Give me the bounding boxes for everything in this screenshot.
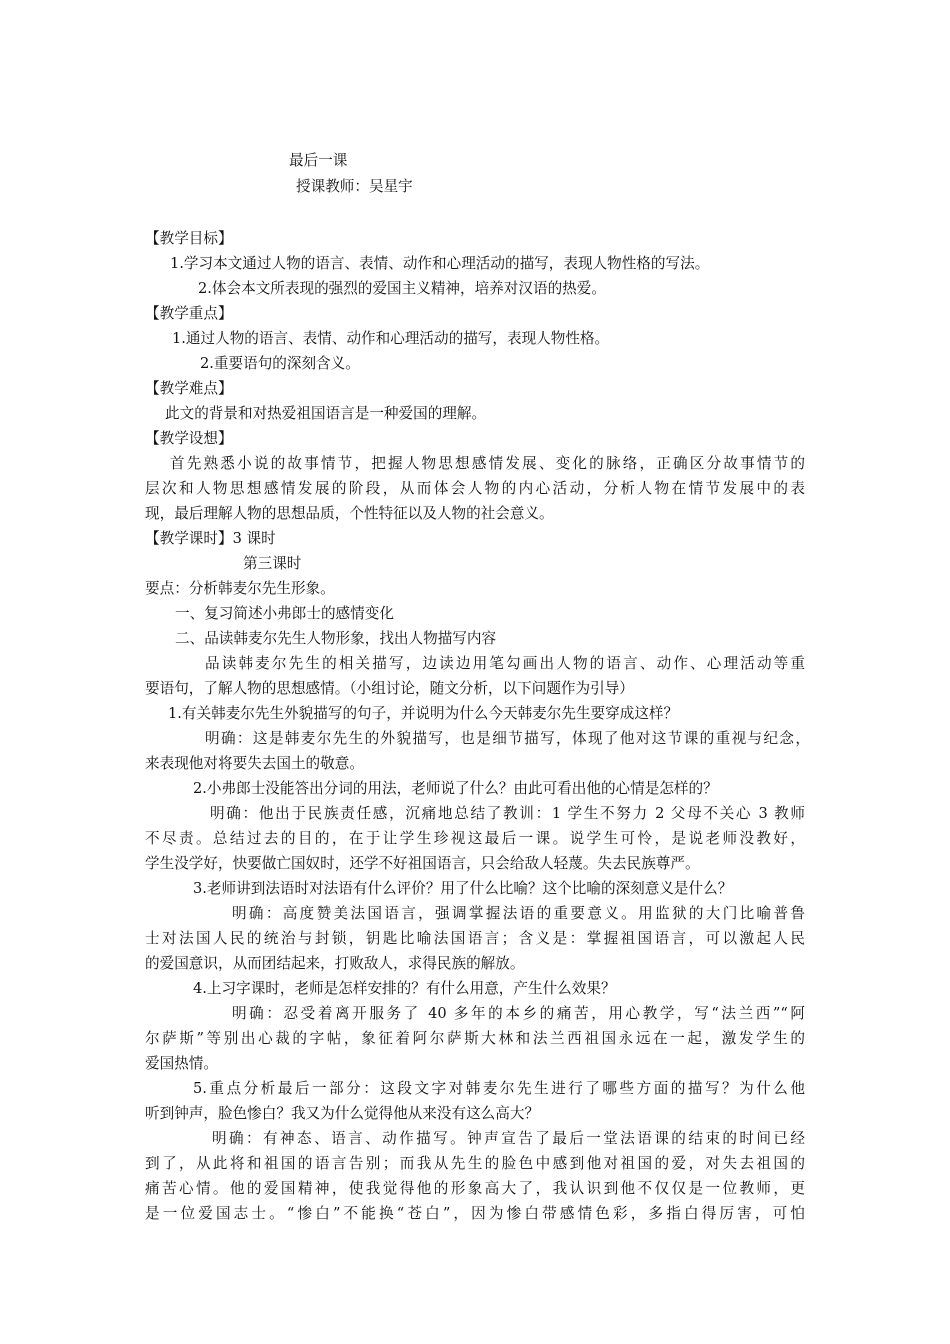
- question-5-line: 听到钟声，脸色惨白？我又为什么觉得他从来没有这么高大？: [145, 1105, 540, 1122]
- design-line: 现，最后理解人物的思想品质，个性特征以及人物的社会意义。: [145, 505, 554, 522]
- answer-5-line: 到了，从此将和祖国的语言告别；而我从先生的脸色中感到他对祖国的爱，对失去祖国的: [145, 1155, 805, 1172]
- answer-2-line: 不尽责。总结过去的目的，在于让学生珍视这最后一课。说学生可怜，是说老师没教好，: [145, 830, 805, 847]
- design-line: 层次和人物思想感情发展的阶段，从而体会人物的内心活动，分析人物在情节发展中的表: [145, 480, 805, 497]
- teacher-line: 授课教师：吴星宇: [296, 178, 413, 195]
- answer-4-line: 尔萨斯”等别出心裁的字帖，象征着阿尔萨斯大林和法兰西祖国永远在一起，激发学生的: [145, 1030, 805, 1047]
- question-5-line: 5.重点分析最后一部分：这段文字对韩麦尔先生进行了哪些方面的描写？为什么他: [193, 1080, 805, 1097]
- lesson-title: 最后一课: [289, 152, 348, 169]
- answer-5-line: 明确：有神态、语言、动作描写。钟声宣告了最后一堂法语课的结束的时间已经: [212, 1130, 805, 1147]
- design-line: 首先熟悉小说的故事情节，把握人物思想感情发展、变化的脉络，正确区分故事情节的: [170, 455, 805, 472]
- intro-line: 品读韩麦尔先生的相关描写，边读边用笔勾画出人物的语言、动作、心理活动等重: [205, 655, 805, 672]
- answer-2-line: 明确：他出于民族责任感，沉痛地总结了教训：1 学生不努力 2 父母不关心 3 教师: [210, 805, 805, 822]
- answer-3-line: 的爱国意识，从而团结起来，打败敌人，求得民族的解放。: [145, 955, 525, 972]
- session-title: 第三课时: [243, 555, 302, 572]
- hours-value: 3 课时: [232, 530, 276, 547]
- intro-line: 要语句，了解人物的思想感情。（小组讨论，随文分析，以下问题作为引导）: [145, 680, 634, 697]
- hours-line: [145, 530, 276, 548]
- focus-item: 2.重要语句的深刻含义。: [200, 355, 360, 372]
- design-heading: 【教学设想】: [145, 430, 233, 447]
- difficulty-heading: 【教学难点】: [145, 380, 233, 397]
- hours-heading: 【教学课时】: [145, 530, 233, 547]
- answer-3-line: 明确：高度赞美法国语言，强调掌握法语的重要意义。用监狱的大门比喻普鲁: [232, 905, 805, 922]
- question-4: 4.上习字课时，老师是怎样安排的？有什么用意，产生什么效果？: [193, 980, 616, 997]
- answer-5-line: 是一位爱国志士。“惨白”不能换“苍白”，因为惨白带感情色彩，多指白得厉害，可怕: [145, 1205, 805, 1222]
- question-1: 1.有关韩麦尔先生外貌描写的句子，并说明为什么今天韩麦尔先生要穿成这样？: [168, 705, 679, 722]
- difficulty-text: 此文的背景和对热爱祖国语言是一种爱国的理解。: [165, 405, 487, 422]
- step-heading: 一、复习简述小弗郎士的感情变化: [175, 605, 394, 622]
- goals-heading: 【教学目标】: [145, 230, 233, 247]
- question-3: 3.老师讲到法语时对法语有什么评价？用了什么比喻？这个比喻的深刻意义是什么？: [193, 880, 733, 897]
- goal-item: 2.体会本文所表现的强烈的爱国主义精神，培养对汉语的热爱。: [198, 280, 606, 297]
- answer-3-line: 士对法国人民的统治与封锁，钥匙比喻法国语言；含义是：掌握祖国语言，可以激起人民: [145, 930, 805, 947]
- answer-4-line: 明确：忍受着离开服务了 40 多年的本乡的痛苦，用心教学，写“法兰西”“阿: [232, 1005, 805, 1022]
- key-point: 要点：分析韩麦尔先生形象。: [145, 580, 335, 597]
- answer-5-line: 痛苦心情。他的爱国精神，使我觉得他的形象高大了，我认识到他不仅仅是一位教师，更: [145, 1180, 805, 1197]
- answer-1-line: 明确：这是韩麦尔先生的外貌描写，也是细节描写，体现了他对这节课的重视与纪念，: [205, 730, 810, 747]
- question-2: 2.小弗郎士没能答出分词的用法，老师说了什么？由此可看出他的心情是怎样的？: [193, 780, 718, 797]
- step-heading: 二、品读韩麦尔先生人物形象，找出人物描写内容: [175, 630, 497, 647]
- goal-item: 1.学习本文通过人物的语言、表情、动作和心理活动的描写，表现人物性格的写法。: [170, 255, 710, 272]
- focus-item: 1.通过人物的语言、表情、动作和心理活动的描写，表现人物性格。: [172, 330, 610, 347]
- focus-heading: 【教学重点】: [145, 305, 233, 322]
- answer-1-line: 来表现他对将要失去国土的敬意。: [145, 755, 364, 772]
- answer-4-line: 爱国热情。: [145, 1055, 218, 1072]
- answer-2-line: 学生没学好，快要做亡国奴时，还学不好祖国语言，只会给敌人轻蔑。失去民族尊严。: [145, 855, 700, 872]
